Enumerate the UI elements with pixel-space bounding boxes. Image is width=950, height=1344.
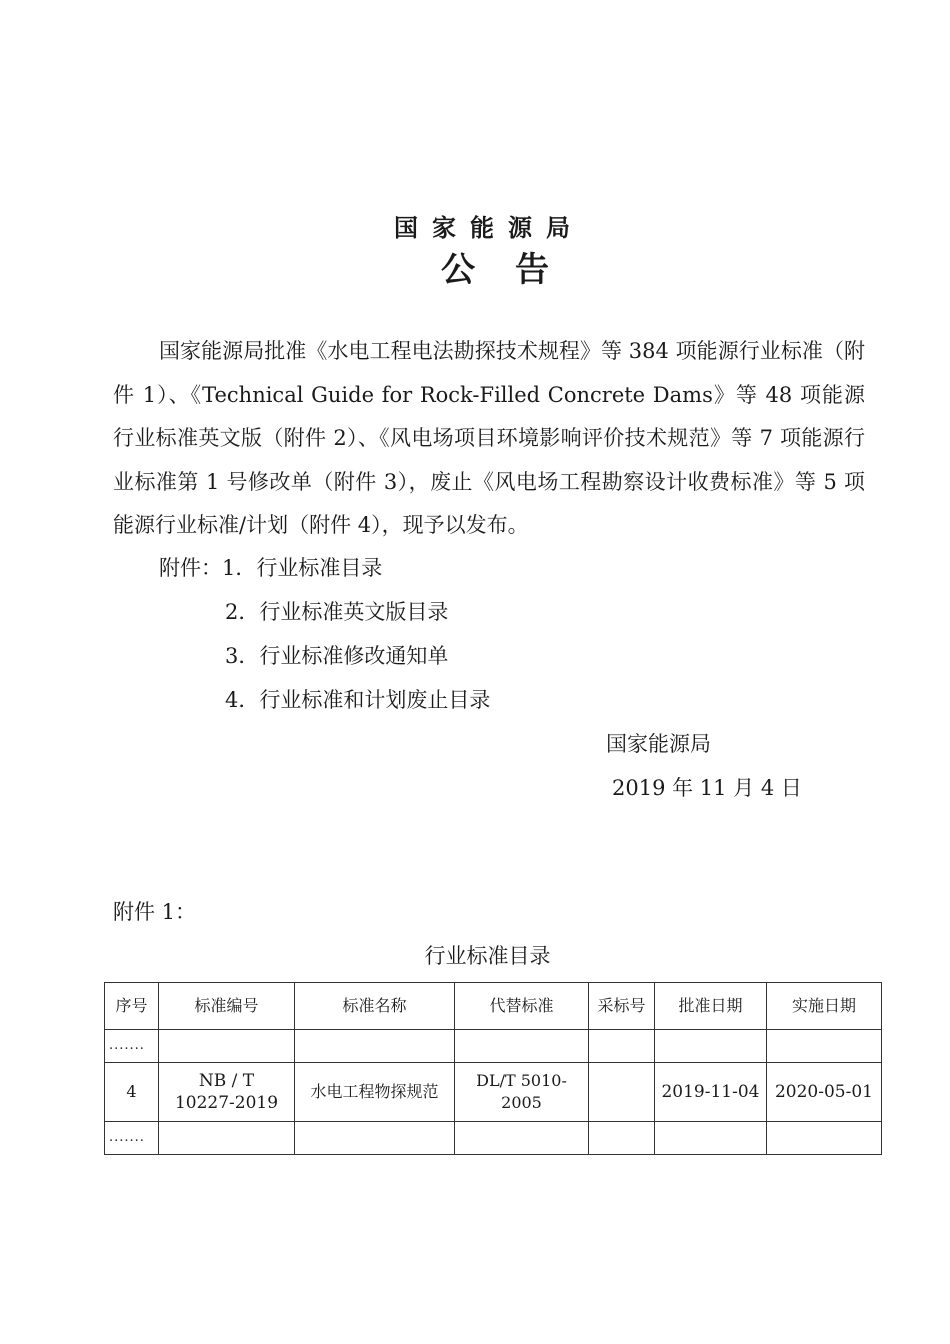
adopted-cell <box>589 1063 655 1122</box>
code-line: 10227-2019 <box>174 1093 279 1113</box>
replaces-cell: DL/T 5010-2005 <box>455 1063 589 1122</box>
table-row <box>105 1030 882 1063</box>
table-header-row <box>105 983 882 1030</box>
signature-org: 国家能源局 <box>606 732 711 756</box>
attachment-line-1 <box>159 552 382 582</box>
annex-label: 附件 1： <box>113 900 197 924</box>
ellipsis-cell: ....... <box>105 1030 159 1063</box>
attachment-item: 3．行业标准修改通知单 <box>225 644 449 668</box>
header-cell: 采标号 <box>589 983 655 1030</box>
header-cell: 标准名称 <box>295 983 455 1030</box>
header-cell: 代替标准 <box>455 983 589 1030</box>
table-row <box>105 1122 882 1155</box>
code-line: NB / T <box>198 1071 255 1091</box>
header-cell: 序号 <box>105 983 159 1030</box>
approval-date-cell: 2019-11-04 <box>655 1063 767 1122</box>
header-cell: 实施日期 <box>767 983 882 1030</box>
table-title: 行业标准目录 <box>424 944 551 968</box>
notice-title: 公告 <box>441 250 589 290</box>
ellipsis-cell: ....... <box>105 1122 159 1155</box>
attachments-prefix: 附件： <box>159 556 222 580</box>
announcement-paragraph: 国家能源局批准《水电工程电法勘探技术规程》等 384 项能源行业标准（附件 1）、《Technical Guide for Rock-Filled Concrete Dams》等 48 项能源行业标准英文版（附件 2）、《风电场项目环境影响评价技术规范》等 7 项能源行业标准第 1 号修改单（附件 3），废止《风电场工程勘察设计收费标准》等 5 项能源行业标准/计划（附件 4），现予以发布。 <box>113 339 865 537</box>
effective-date-cell: 2020-05-01 <box>767 1063 882 1122</box>
signature-date: 2019 年 11 月 4 日 <box>612 776 802 800</box>
attachment-item: 4．行业标准和计划废止目录 <box>225 688 491 712</box>
attachment-item: 2．行业标准英文版目录 <box>225 600 449 624</box>
attachment-item: 1．行业标准目录 <box>222 556 383 580</box>
table-row <box>105 1063 882 1122</box>
issuer-title: 国家能源局 <box>394 214 584 242</box>
code-cell <box>159 1063 295 1122</box>
header-cell: 标准编号 <box>159 983 295 1030</box>
name-cell: 水电工程物探规范 <box>295 1063 455 1122</box>
index-cell: 4 <box>105 1063 159 1122</box>
standards-table <box>104 982 882 1155</box>
header-cell: 批准日期 <box>655 983 767 1030</box>
